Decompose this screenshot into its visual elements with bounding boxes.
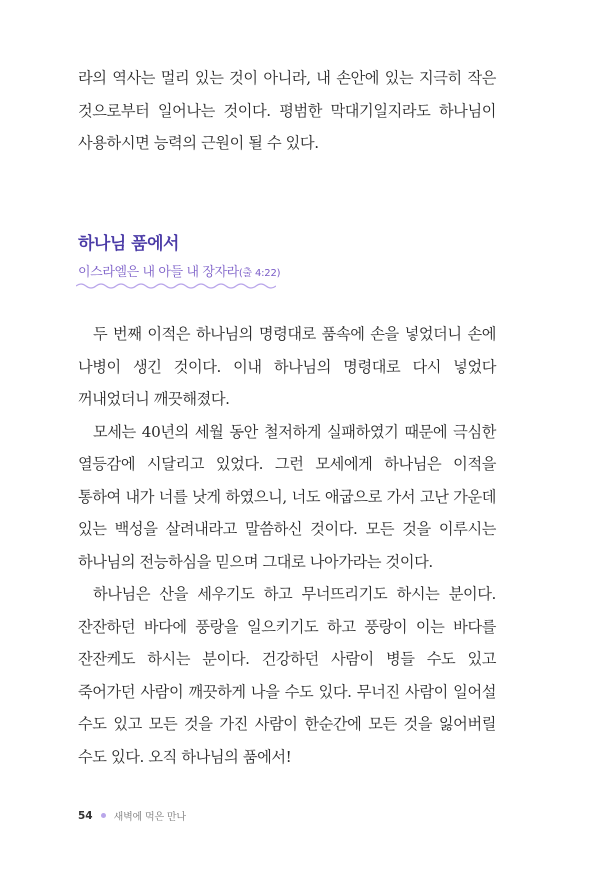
paragraph: 모세는 40년의 세월 동안 철저하게 실패하였기 때문에 극심한 열등감에 시달리고 있었다. 그런 모세에게 하나님은 이적을 통하여 내가 너를 낫게 하였으니, 너도 애굽으로 가서 고난 가운데 있는 백성을 살려내라고 말씀하신 것이다. 모든 것을 이루시는 하나님의 전능하심을 믿으며 그대로 나아가라는 것이다. — [78, 422, 496, 571]
wavy-underline — [76, 282, 276, 290]
page-number: 54 — [78, 809, 93, 822]
verse-reference: (출 4:22) — [238, 268, 281, 279]
page-footer — [78, 808, 186, 823]
section-heading: 하나님 품에서 — [78, 234, 179, 254]
running-book-title: 새벽에 먹은 만나 — [113, 812, 186, 823]
intro-paragraph: 라의 역사는 멀리 있는 것이 아니라, 내 손안에 있는 지극히 작은 것으로부터 일어나는 것이다. 평범한 막대기일지라도 하나님이 사용하시면 능력의 근원이 될 수 있다. — [78, 69, 496, 152]
paragraph: 하나님은 산을 세우기도 하고 무너뜨리기도 하시는 분이다. 잔잔하던 바다에 풍랑을 일으키기도 하고 풍랑이 이는 바다를 잔잔케도 하시는 분이다. 건강하던 사람이 병들 수도 있고 죽어가던 사람이 깨끗하게 나을 수도 있다. 무너진 사람이 일어설 수도 있고 모든 것을 가진 사람이 한순간에 모든 것을 잃어버릴 수도 있다. 오직 하나님의 품에서! — [78, 585, 496, 766]
section-subheading — [78, 261, 378, 280]
body-text — [78, 318, 496, 773]
book-page — [78, 0, 496, 892]
paragraph: 두 번째 이적은 하나님의 명령대로 품속에 손을 넣었더니 손에 나병이 생긴 것이다. 이내 하나님의 명령대로 다시 넣었다 꺼내었더니 깨끗해졌다. — [78, 325, 496, 408]
subheading-verse: 이스라엘은 내 아들 내 장자라(출 4:22) — [78, 265, 281, 280]
bullet-dot-icon — [101, 813, 106, 818]
